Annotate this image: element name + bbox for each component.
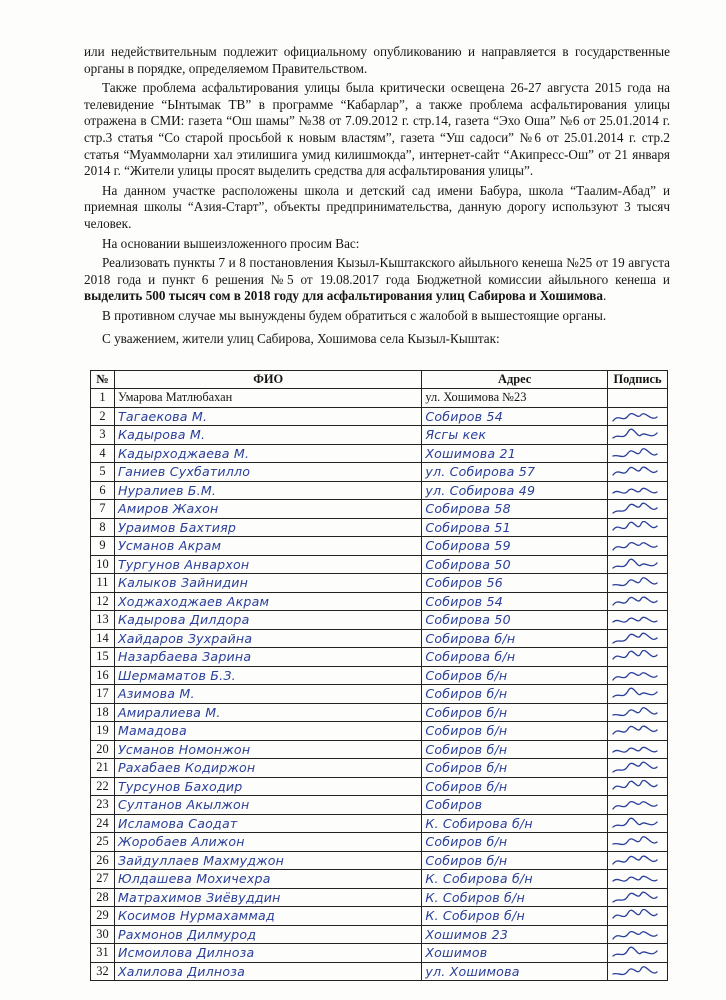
resident-name: Калыков Зайнидин bbox=[114, 574, 421, 593]
resident-address: Хошимов bbox=[422, 944, 608, 963]
handwritten-signature-icon bbox=[611, 632, 659, 646]
row-number: 15 bbox=[91, 648, 115, 667]
request-plain-text: Реализовать пункты 7 и 8 постановления Кызыл-Кыштакского айыльного кенеша №25 от 19 августа 2018 года и пункт 6 решения №5 от 19.08.2017 года Бюджетной комиссии айыльного кенеша и bbox=[84, 255, 670, 287]
resident-address: Собирова 59 bbox=[422, 537, 608, 556]
table-row bbox=[91, 648, 668, 667]
signature-cell bbox=[608, 463, 668, 482]
handwritten-signature-icon bbox=[611, 521, 659, 535]
row-number: 7 bbox=[91, 500, 115, 519]
row-number: 27 bbox=[91, 870, 115, 889]
resident-name: Рахабаев Кодиржон bbox=[114, 759, 421, 778]
signature-cell bbox=[608, 814, 668, 833]
row-number: 29 bbox=[91, 907, 115, 926]
resident-address: Собирова б/н bbox=[422, 629, 608, 648]
signature-cell bbox=[608, 851, 668, 870]
paragraph-media-coverage: Также проблема асфальтирования улицы была критически освещена 26-27 августа 2015 года на телевидение “Ынтымак ТВ” в программе “Кабарлар”, а также проблема асфальтирования улицы отражена в СМИ: газета “Ош шамы” №38 от 7.09.2012 г. стр.14, газета “Эхо Оша” №6 от 25.01.2014 г. стр.3 статья “Со старой просьбой к новым властям”, газета “Уш садоси” №6 от 25.01.2014 г. стр.2 статья “Муаммоларни хал этилишига умид килишмокда”, интернет-сайт “Акипресс-Ош” от 21 января 2014 г. “Жители улицы просят выделить средства для асфальтирования улицы”. bbox=[84, 80, 670, 179]
handwritten-signature-icon bbox=[611, 447, 659, 461]
letter-body bbox=[84, 44, 670, 350]
resident-name: Матрахимов Зиёвуддин bbox=[114, 888, 421, 907]
table-row bbox=[91, 796, 668, 815]
table-row bbox=[91, 944, 668, 963]
handwritten-signature-icon bbox=[611, 743, 659, 757]
request-bold-text: выделить 500 тысяч сом в 2018 году для асфальтирования улиц Сабирова и Хошимова bbox=[84, 288, 603, 304]
resident-address: Собиров 54 bbox=[422, 592, 608, 611]
resident-address: Собирова 51 bbox=[422, 518, 608, 537]
handwritten-signature-icon bbox=[611, 909, 659, 923]
table-row bbox=[91, 777, 668, 796]
resident-name: Амиров Жахон bbox=[114, 500, 421, 519]
table-row bbox=[91, 592, 668, 611]
resident-name: Тагаекова М. bbox=[114, 407, 421, 426]
resident-address: Собиров 54 bbox=[422, 407, 608, 426]
handwritten-signature-icon bbox=[611, 891, 659, 905]
resident-address: ул. Собирова 57 bbox=[422, 463, 608, 482]
resident-address: Собиров б/н bbox=[422, 833, 608, 852]
row-number: 28 bbox=[91, 888, 115, 907]
paragraph-request bbox=[84, 255, 670, 305]
signature-cell bbox=[608, 629, 668, 648]
resident-address: Собиров 56 bbox=[422, 574, 608, 593]
handwritten-signature-icon bbox=[611, 576, 659, 590]
table-row bbox=[91, 555, 668, 574]
resident-address: Хошимова 21 bbox=[422, 444, 608, 463]
row-number: 31 bbox=[91, 944, 115, 963]
handwritten-signature-icon bbox=[611, 669, 659, 683]
row-number: 2 bbox=[91, 407, 115, 426]
table-row bbox=[91, 870, 668, 889]
paragraph-warning: В противном случае мы вынуждены будем обратиться с жалобой в вышестоящие органы. bbox=[102, 307, 607, 323]
table-row bbox=[91, 925, 668, 944]
resident-name: Нуралиев Б.М. bbox=[114, 481, 421, 500]
handwritten-signature-icon bbox=[611, 502, 659, 516]
signature-cell bbox=[608, 407, 668, 426]
row-number: 9 bbox=[91, 537, 115, 556]
resident-address: Собиров б/н bbox=[422, 851, 608, 870]
resident-name: Косимов Нурмахаммад bbox=[114, 907, 421, 926]
handwritten-signature-icon bbox=[611, 817, 659, 831]
handwritten-signature-icon bbox=[611, 650, 659, 664]
paragraph-greeting: С уважением, жители улиц Сабирова, Хошимова села Кызыл-Кыштак: bbox=[102, 330, 500, 346]
signature-cell bbox=[608, 611, 668, 630]
handwritten-signature-icon bbox=[611, 465, 659, 479]
row-number: 23 bbox=[91, 796, 115, 815]
paragraph-continuation: или недействительным подлежит официальному опубликованию и направляется в государственные органы в порядке, определяемом Правительством. bbox=[84, 44, 670, 76]
resident-name: Шермаматов Б.З. bbox=[114, 666, 421, 685]
handwritten-signature-icon bbox=[611, 946, 659, 960]
table-row bbox=[91, 722, 668, 741]
handwritten-signature-icon bbox=[611, 613, 659, 627]
table-row bbox=[91, 888, 668, 907]
row-number: 11 bbox=[91, 574, 115, 593]
resident-address: Собирова 58 bbox=[422, 500, 608, 519]
signature-cell bbox=[608, 444, 668, 463]
handwritten-signature-icon bbox=[611, 854, 659, 868]
handwritten-signature-icon bbox=[611, 428, 659, 442]
resident-address: Собирова б/н bbox=[422, 648, 608, 667]
resident-name: Исламова Саодат bbox=[114, 814, 421, 833]
handwritten-signature-icon bbox=[611, 761, 659, 775]
resident-name: Турсунов Баходир bbox=[114, 777, 421, 796]
signature-cell bbox=[608, 722, 668, 741]
signature-cell bbox=[608, 759, 668, 778]
row-number: 5 bbox=[91, 463, 115, 482]
row-number: 26 bbox=[91, 851, 115, 870]
row-number: 21 bbox=[91, 759, 115, 778]
header-no: № bbox=[91, 371, 115, 389]
resident-address: Собиров б/н bbox=[422, 759, 608, 778]
table-row bbox=[91, 740, 668, 759]
resident-address: Собирова 50 bbox=[422, 611, 608, 630]
table-row bbox=[91, 814, 668, 833]
resident-address: К. Собирова б/н bbox=[422, 814, 608, 833]
resident-name: Жоробаев Алижон bbox=[114, 833, 421, 852]
table-row bbox=[91, 574, 668, 593]
resident-name: Кадырова Дилдора bbox=[114, 611, 421, 630]
resident-address: ул. Собирова 49 bbox=[422, 481, 608, 500]
resident-name: Рахмонов Дилмурод bbox=[114, 925, 421, 944]
signature-cell bbox=[608, 426, 668, 445]
handwritten-signature-icon bbox=[611, 928, 659, 942]
handwritten-signature-icon bbox=[611, 687, 659, 701]
table-row bbox=[91, 629, 668, 648]
row-number: 8 bbox=[91, 518, 115, 537]
resident-name: Кадырходжаева М. bbox=[114, 444, 421, 463]
resident-name: Халилова Дилноза bbox=[114, 962, 421, 981]
resident-name: Зайдуллаев Махмуджон bbox=[114, 851, 421, 870]
resident-address: ул. Хошимова bbox=[422, 962, 608, 981]
signature-cell bbox=[608, 703, 668, 722]
handwritten-signature-icon bbox=[611, 798, 659, 812]
table-row bbox=[91, 666, 668, 685]
table-row bbox=[91, 481, 668, 500]
signature-cell bbox=[608, 888, 668, 907]
row-number: 6 bbox=[91, 481, 115, 500]
table-header-row bbox=[91, 371, 668, 389]
table-row bbox=[91, 537, 668, 556]
handwritten-signature-icon bbox=[611, 724, 659, 738]
signature-cell bbox=[608, 944, 668, 963]
signature-cell bbox=[608, 666, 668, 685]
signature-cell bbox=[608, 740, 668, 759]
signature-cell bbox=[608, 685, 668, 704]
table-row bbox=[91, 685, 668, 704]
signature-cell bbox=[608, 481, 668, 500]
table-row bbox=[91, 426, 668, 445]
row-number: 16 bbox=[91, 666, 115, 685]
resident-name: Усманов Акрам bbox=[114, 537, 421, 556]
resident-name: Умарова Матлюбахан bbox=[114, 389, 421, 408]
resident-name: Ганиев Сухбатилло bbox=[114, 463, 421, 482]
signature-cell bbox=[608, 833, 668, 852]
table-row bbox=[91, 407, 668, 426]
resident-address: Собиров б/н bbox=[422, 777, 608, 796]
resident-name: Юлдашева Мохичехра bbox=[114, 870, 421, 889]
handwritten-signature-icon bbox=[611, 835, 659, 849]
signature-cell bbox=[608, 777, 668, 796]
handwritten-signature-icon bbox=[611, 410, 659, 424]
paragraph-request-intro: На основании вышеизложенного просим Вас: bbox=[102, 235, 360, 251]
row-number: 10 bbox=[91, 555, 115, 574]
handwritten-signature-icon bbox=[611, 595, 659, 609]
table-row bbox=[91, 907, 668, 926]
resident-name: Амиралиева М. bbox=[114, 703, 421, 722]
row-number: 22 bbox=[91, 777, 115, 796]
table-row bbox=[91, 833, 668, 852]
header-signature: Подпись bbox=[608, 371, 668, 389]
signature-cell bbox=[608, 925, 668, 944]
signature-cell bbox=[608, 907, 668, 926]
header-fio: ФИО bbox=[114, 371, 421, 389]
handwritten-signature-icon bbox=[611, 484, 659, 498]
request-end: . bbox=[602, 288, 607, 304]
row-number: 19 bbox=[91, 722, 115, 741]
resident-name: Ураимов Бахтияр bbox=[114, 518, 421, 537]
handwritten-signature-icon bbox=[611, 965, 659, 979]
resident-name: Назарбаева Зарина bbox=[114, 648, 421, 667]
table-row bbox=[91, 500, 668, 519]
signature-cell bbox=[608, 500, 668, 519]
signature-cell bbox=[608, 648, 668, 667]
row-number: 17 bbox=[91, 685, 115, 704]
signature-cell bbox=[608, 870, 668, 889]
row-number: 14 bbox=[91, 629, 115, 648]
resident-address: ул. Хошимова №23 bbox=[422, 389, 608, 408]
table-row bbox=[91, 611, 668, 630]
paragraph-schools: На данном участке расположены школа и детский сад имени Бабура, школа “Таалим-Абад” и приемная школы “Азия-Старт”, объекты предпринимательства, данную дорогу используют 3 тысяч человек. bbox=[84, 182, 670, 231]
resident-address: Хошимов 23 bbox=[422, 925, 608, 944]
signature-table bbox=[90, 370, 668, 981]
row-number: 20 bbox=[91, 740, 115, 759]
signature-cell bbox=[608, 555, 668, 574]
resident-address: Ясгы кек bbox=[422, 426, 608, 445]
table-row bbox=[91, 703, 668, 722]
resident-name: Султанов Акылжон bbox=[114, 796, 421, 815]
resident-address: Собиров bbox=[422, 796, 608, 815]
resident-name: Кадырова М. bbox=[114, 426, 421, 445]
handwritten-signature-icon bbox=[611, 539, 659, 553]
table-row bbox=[91, 759, 668, 778]
resident-name: Усманов Номонжон bbox=[114, 740, 421, 759]
table-row bbox=[91, 962, 668, 981]
signature-cell bbox=[608, 518, 668, 537]
resident-address: Собиров б/н bbox=[422, 666, 608, 685]
row-number: 25 bbox=[91, 833, 115, 852]
header-address: Адрес bbox=[422, 371, 608, 389]
table-row bbox=[91, 851, 668, 870]
row-number: 4 bbox=[91, 444, 115, 463]
row-number: 1 bbox=[91, 389, 115, 408]
handwritten-signature-icon bbox=[611, 558, 659, 572]
table-row bbox=[91, 389, 668, 408]
row-number: 24 bbox=[91, 814, 115, 833]
signature-cell bbox=[608, 962, 668, 981]
resident-name: Ходжаходжаев Акрам bbox=[114, 592, 421, 611]
resident-address: Собиров б/н bbox=[422, 685, 608, 704]
resident-address: Собирова 50 bbox=[422, 555, 608, 574]
row-number: 3 bbox=[91, 426, 115, 445]
row-number: 13 bbox=[91, 611, 115, 630]
resident-address: К. Собиров б/н bbox=[422, 888, 608, 907]
resident-name: Азимова М. bbox=[114, 685, 421, 704]
handwritten-signature-icon bbox=[611, 706, 659, 720]
table-row bbox=[91, 518, 668, 537]
resident-address: Собиров б/н bbox=[422, 740, 608, 759]
handwritten-signature-icon bbox=[611, 780, 659, 794]
resident-address: К. Собиров б/н bbox=[422, 907, 608, 926]
row-number: 30 bbox=[91, 925, 115, 944]
table-row bbox=[91, 463, 668, 482]
signature-cell bbox=[608, 537, 668, 556]
handwritten-signature-icon bbox=[611, 872, 659, 886]
signature-cell bbox=[608, 389, 668, 408]
resident-address: К. Собирова б/н bbox=[422, 870, 608, 889]
resident-address: Собиров б/н bbox=[422, 703, 608, 722]
table-row bbox=[91, 444, 668, 463]
resident-name: Мамадова bbox=[114, 722, 421, 741]
row-number: 18 bbox=[91, 703, 115, 722]
signature-cell bbox=[608, 592, 668, 611]
signature-cell bbox=[608, 796, 668, 815]
resident-name: Хайдаров Зухрайна bbox=[114, 629, 421, 648]
row-number: 12 bbox=[91, 592, 115, 611]
signature-rows bbox=[91, 389, 668, 981]
resident-name: Исмоилова Дилноза bbox=[114, 944, 421, 963]
row-number: 32 bbox=[91, 962, 115, 981]
signature-cell bbox=[608, 574, 668, 593]
resident-address: Собиров б/н bbox=[422, 722, 608, 741]
resident-name: Тургунов Анвархон bbox=[114, 555, 421, 574]
